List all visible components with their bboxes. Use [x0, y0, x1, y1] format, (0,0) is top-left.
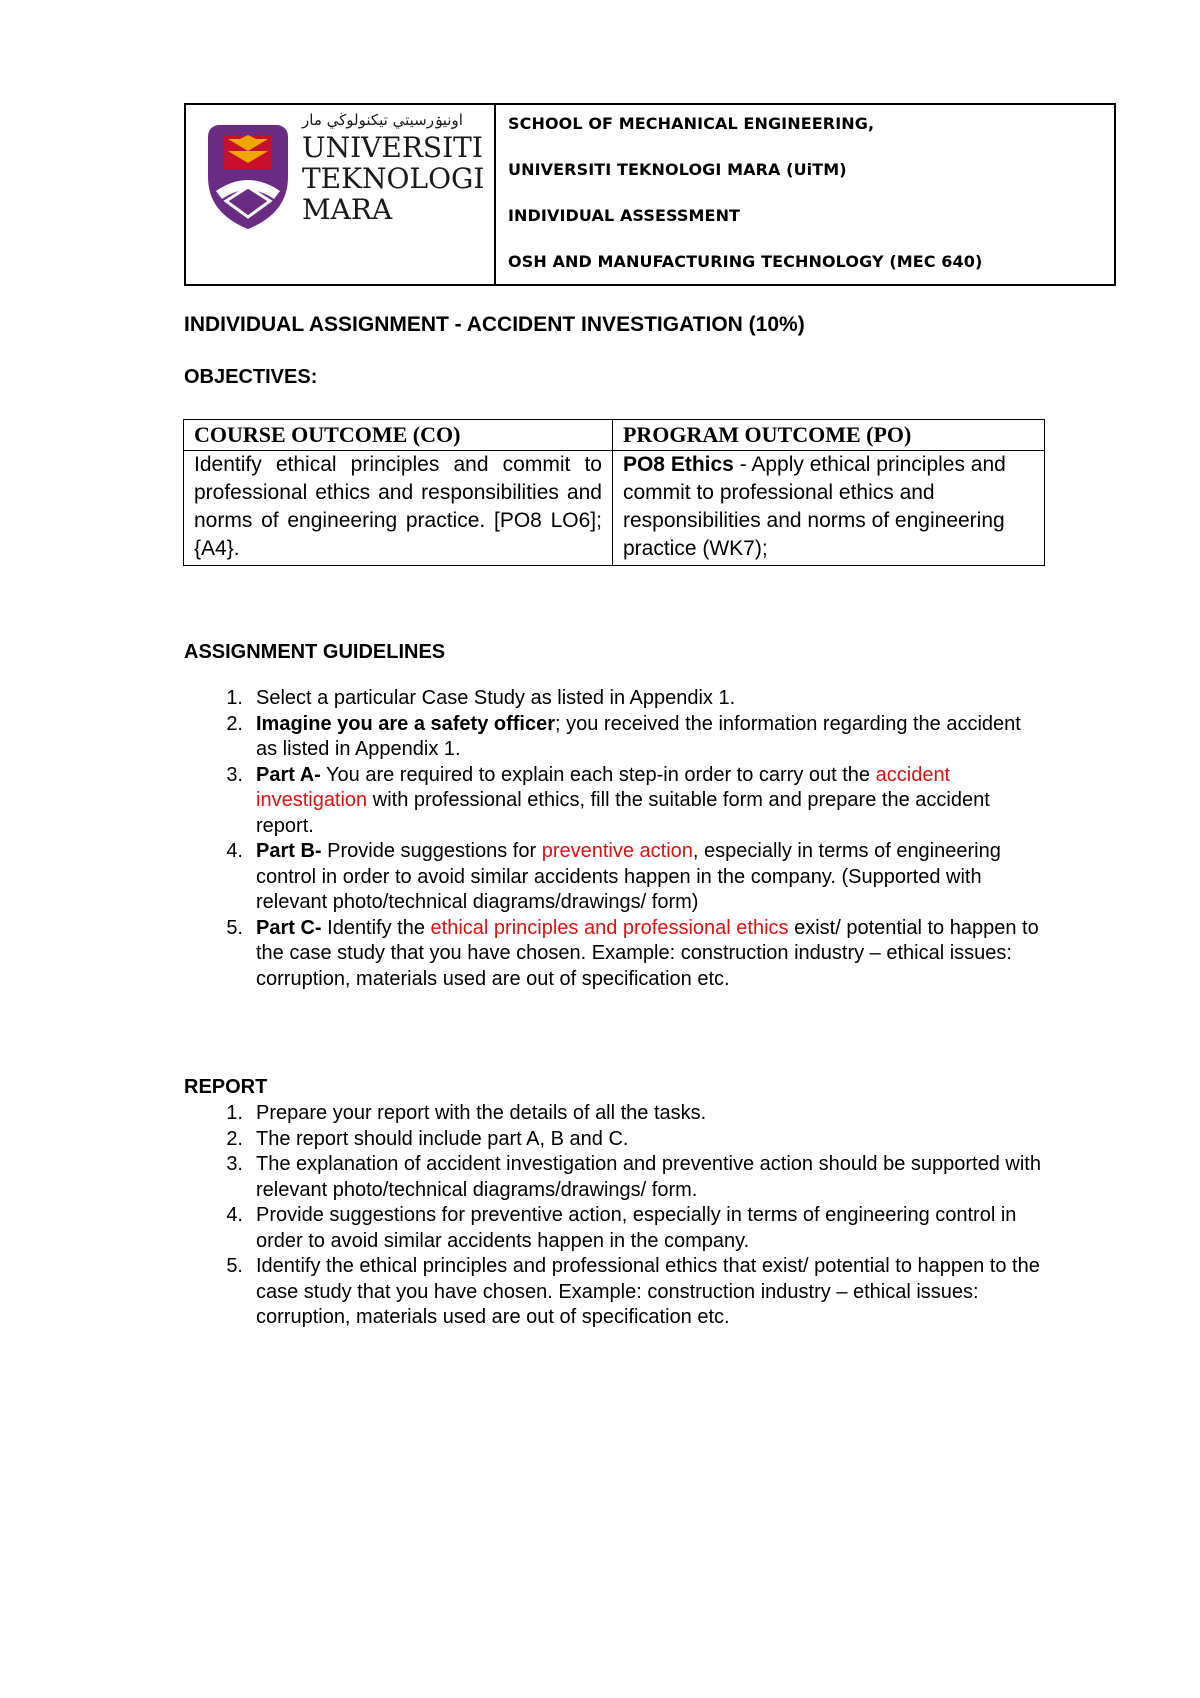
- list-item: 1. Select a particular Case Study as listed in Appendix 1.: [226, 687, 736, 709]
- header-line-course: OSH AND MANUFACTURING TECHNOLOGY (MEC 640): [508, 252, 983, 271]
- logo-line-1: UNIVERSITI: [302, 131, 483, 164]
- header-line-school: SCHOOL OF MECHANICAL ENGINEERING,: [508, 114, 875, 133]
- logo-cell: [186, 105, 496, 284]
- uitm-logo: [194, 105, 494, 235]
- po-header: PROGRAM OUTCOME (PO): [612, 420, 1044, 451]
- po-cell: [612, 451, 1044, 566]
- guidelines-heading: ASSIGNMENT GUIDELINES: [184, 641, 446, 663]
- logo-line-2: TEKNOLOGI: [302, 162, 485, 195]
- objectives-label: OBJECTIVES:: [184, 366, 318, 388]
- guidelines-list: [184, 686, 1044, 992]
- list-item: 2. The report should include part A, B and C.: [226, 1127, 629, 1150]
- list-item: 4. Part B- Provide suggestions for preventive action, especially in terms of engineering control in order to avoid similar accidents happen in the company. (Supported with relevant photo/technical diagrams/drawings/ form): [226, 840, 1001, 913]
- list-item: 1. Prepare your report with the details of all the tasks.: [226, 1102, 707, 1124]
- header-line-university: UNIVERSITI TEKNOLOGI MARA (UiTM): [508, 160, 847, 179]
- report-heading: REPORT: [184, 1076, 268, 1098]
- uitm-crest-icon: [208, 125, 288, 229]
- outcomes-table: [183, 419, 1045, 566]
- list-item: 4. Provide suggestions for preventive action, especially in terms of engineering control in order to avoid similar accidents happen in the company.: [226, 1204, 1017, 1252]
- report-list: [184, 1101, 1044, 1331]
- page-title: INDIVIDUAL ASSIGNMENT - ACCIDENT INVESTIGATION (10%): [184, 313, 805, 336]
- list-item: 5. Part C- Identify the ethical principles and professional ethics exist/ potential to happen to the case study that you have chosen. Example: construction industry – ethical issues: corruption, materials used are out of specification etc.: [226, 916, 1039, 990]
- header-line-assessment: INDIVIDUAL ASSESSMENT: [508, 206, 741, 225]
- list-item: 3. The explanation of accident investigation and preventive action should be supported with relevant photo/technical diagrams/drawings/ form.: [226, 1153, 1041, 1201]
- co-text: Identify ethical principles and commit to professional ethics and responsibilities and norms of engineering practice. [PO8 LO6];{A4}.: [184, 451, 613, 566]
- header-table: [184, 103, 1116, 286]
- po-bold: PO8 Ethics: [622, 453, 734, 476]
- header-info: [496, 105, 1114, 284]
- list-item: 3. Part A- You are required to explain each step-in order to carry out the accident investigation with professional ethics, fill the suitable form and prepare the accident report.: [226, 763, 990, 837]
- co-header: COURSE OUTCOME (CO): [184, 420, 613, 451]
- logo-line-3: MARA: [302, 193, 393, 226]
- list-item: 5. Identify the ethical principles and professional ethics that exist/ potential to happen to the case study that you have chosen. Example: construction industry – ethical issues: corruption, materials used are out of specification etc.: [226, 1255, 1040, 1328]
- list-item: 2. Imagine you are a safety officer; you received the information regarding the accident as listed in Appendix 1.: [226, 712, 1021, 760]
- po-text: - Apply ethical principles and commit to professional ethics and responsibilities and norms of engineering practice (WK7);: [622, 453, 1006, 560]
- logo-arabic: اونيۏرسيتي تيكنولوڬي مار: [302, 111, 463, 129]
